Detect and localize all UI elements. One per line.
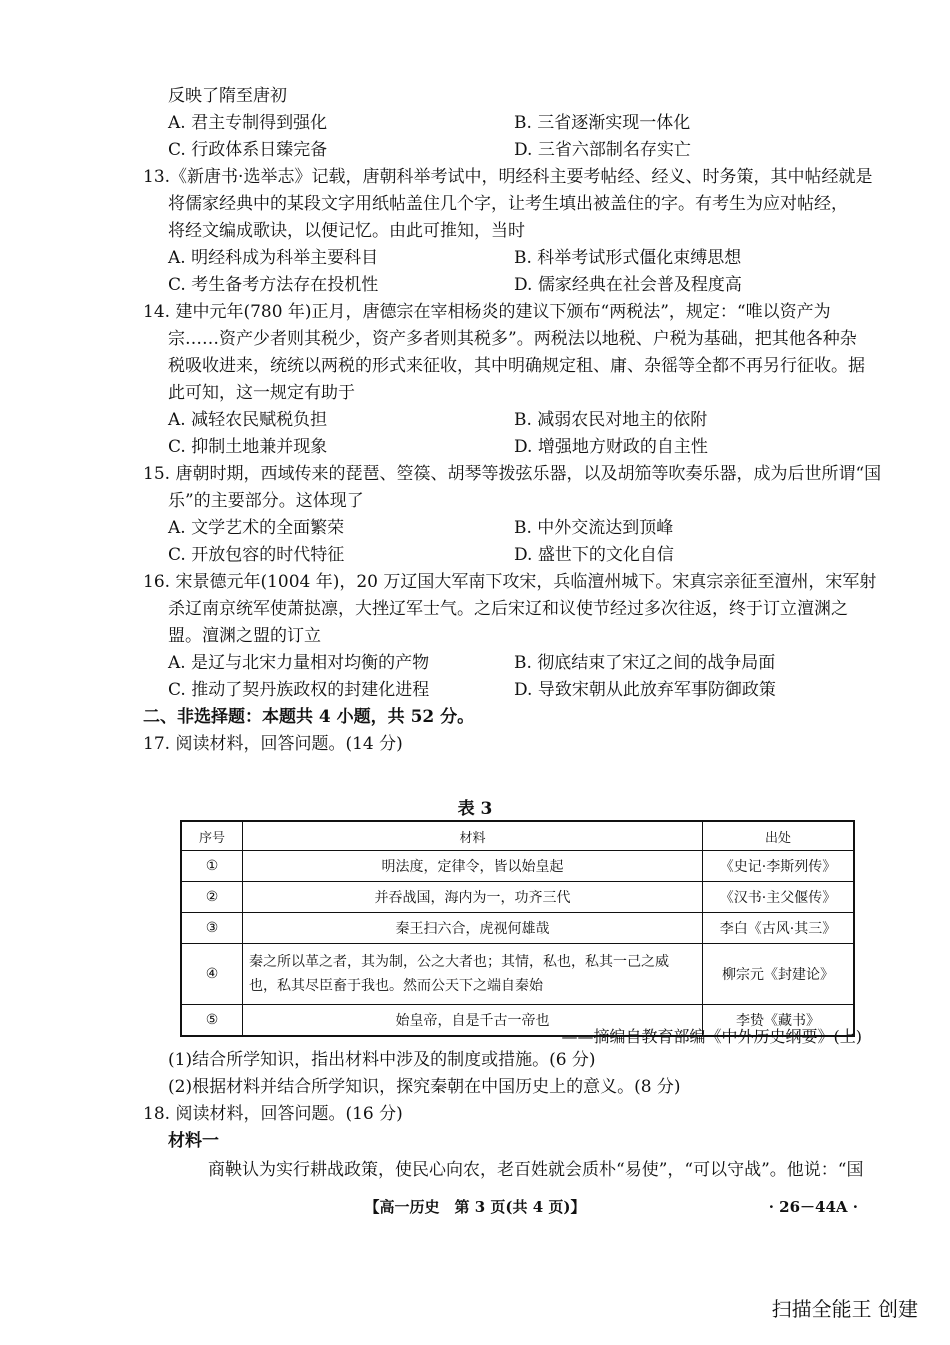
page-footer: 【高一历史 第 3 页(共 4 页)】 [364,1198,586,1216]
row-no: ① [181,851,243,882]
q14-stem-line4: 此可知，这一规定有助于 [168,383,355,403]
q17-sub1: (1)结合所学知识，指出材料中涉及的制度或措施。(6 分) [168,1050,596,1070]
row-no: ② [181,882,243,913]
table-row [181,851,854,882]
q12-option-a: A. 君主专制得到强化 [168,113,328,133]
q16-option-d: D. 导致宋朝从此放弃军事防御政策 [514,680,776,700]
q15-option-b: B. 中外交流达到顶峰 [514,518,674,538]
q16-option-a: A. 是辽与北宋力量相对均衡的产物 [168,653,430,673]
row-source: 李贽《藏书》 [703,1005,855,1037]
q16-stem-line3: 盟。澶渊之盟的订立 [168,626,321,646]
row-material: 秦王扫六合，虎视何雄哉 [243,913,703,944]
q12-option-c: C. 行政体系日臻完备 [168,140,328,160]
row-no: ④ [181,944,243,1005]
row-material-line1: 秦之所以革之者，其为制，公之大者也；其情，私也，私其一己之威 [249,954,669,970]
q18-stem: 18. 阅读材料，回答问题。(16 分) [143,1104,403,1124]
q16-stem-line1: 16. 宋景德元年(1004 年)，20 万辽国大军南下攻宋，兵临澶州城下。宋真宗亲征至澶州，宋军射 [143,572,877,592]
q14-stem-line2: 宗……资产少者则其税少，资产多者则其税多”。两税法以地税、户税为基础，把其他各种杂 [168,329,857,349]
q15-option-d: D. 盛世下的文化自信 [514,545,674,565]
q15-option-a: A. 文学艺术的全面繁荣 [168,518,345,538]
q13-stem-line1: 13.《新唐书·选举志》记载，唐朝科举考试中，明经科主要考帖经、经义、时务策，其中帖经就是 [143,167,873,187]
q16-stem-line2: 杀辽南京统军使萧挞凛，大挫辽军士气。之后宋辽和议使节经过多次往返，终于订立澶渊之 [168,599,848,619]
q12-stem-end: 反映了隋至唐初 [168,86,287,106]
row-material [243,944,703,1005]
q13-option-c: C. 考生备考方法存在投机性 [168,275,379,295]
paper-code: · 26－44A · [768,1198,858,1216]
table-title: 表 3 [457,799,493,819]
q14-stem-line1: 14. 建中元年(780 年)正月，唐德宗在宰相杨炎的建议下颁布“两税法”，规定：“唯以资产为 [143,302,831,322]
q13-stem-line2: 将儒家经典中的某段文字用纸帖盖住几个字，让考生填出被盖住的字。有考生为应对帖经， [168,194,848,214]
q15-stem-line1: 15. 唐朝时期，西域传来的琵琶、箜篌、胡琴等拨弦乐器，以及胡笳等吹奏乐器，成为后世所谓“国 [143,464,882,484]
col-header-source: 出处 [703,821,855,851]
material-table [180,820,855,1037]
row-source: 李白《古风·其三》 [703,913,855,944]
q13-option-a: A. 明经科成为科举主要科目 [168,248,379,268]
q14-stem-line3: 税吸收进来，统统以两税的形式来征收，其中明确规定租、庸、杂徭等全都不再另行征收。据 [168,356,865,376]
col-header-material: 材料 [243,821,703,851]
q18-material-label: 材料一 [168,1131,219,1151]
table-row [181,913,854,944]
q13-stem-line3: 将经文编成歌诀，以便记忆。由此可推知，当时 [168,221,525,241]
q13-option-d: D. 儒家经典在社会普及程度高 [514,275,742,295]
q14-option-a: A. 减轻农民赋税负担 [168,410,328,430]
table-source: ——摘编自教育部编《中外历史纲要》(上) [561,1027,862,1046]
section-heading: 二、非选择题：本题共 4 小题，共 52 分。 [143,707,475,727]
col-header-no: 序号 [181,821,243,851]
row-material: 并吞战国，海内为一，功齐三代 [243,882,703,913]
q12-option-b: B. 三省逐渐实现一体化 [514,113,691,133]
scanner-watermark: 扫描全能王 创建 [771,1297,918,1321]
row-source: 《汉书·主父偃传》 [703,882,855,913]
q17-sub2: (2)根据材料并结合所学知识，探究秦朝在中国历史上的意义。(8 分) [168,1077,681,1097]
q14-option-b: B. 减弱农民对地主的依附 [514,410,708,430]
q18-material-text: 商鞅认为实行耕战政策，使民心向农，老百姓就会质朴“易使”，“可以守战”。他说：“国 [208,1160,864,1180]
q16-option-b: B. 彻底结束了宋辽之间的战争局面 [514,653,776,673]
q17-stem: 17. 阅读材料，回答问题。(14 分) [143,734,403,754]
table-header-row [181,821,854,851]
table-row [181,882,854,913]
table-row [181,944,854,1005]
q15-option-c: C. 开放包容的时代特征 [168,545,345,565]
q14-option-d: D. 增强地方财政的自主性 [514,437,708,457]
q16-option-c: C. 推动了契丹族政权的封建化进程 [168,680,430,700]
q14-option-c: C. 抑制土地兼并现象 [168,437,328,457]
q13-option-b: B. 科举考试形式僵化束缚思想 [514,248,742,268]
row-material: 始皇帝，自是千古一帝也 [243,1005,703,1037]
row-material-line2: 也，私其尽臣畜于我也。然而公天下之端自秦始 [249,978,543,994]
row-source: 《史记·李斯列传》 [703,851,855,882]
row-material: 明法度，定律令，皆以始皇起 [243,851,703,882]
row-source: 柳宗元《封建论》 [703,944,855,1005]
row-no: ⑤ [181,1005,243,1037]
q15-stem-line2: 乐”的主要部分。这体现了 [168,491,364,511]
row-no: ③ [181,913,243,944]
q12-option-d: D. 三省六部制名存实亡 [514,140,691,160]
